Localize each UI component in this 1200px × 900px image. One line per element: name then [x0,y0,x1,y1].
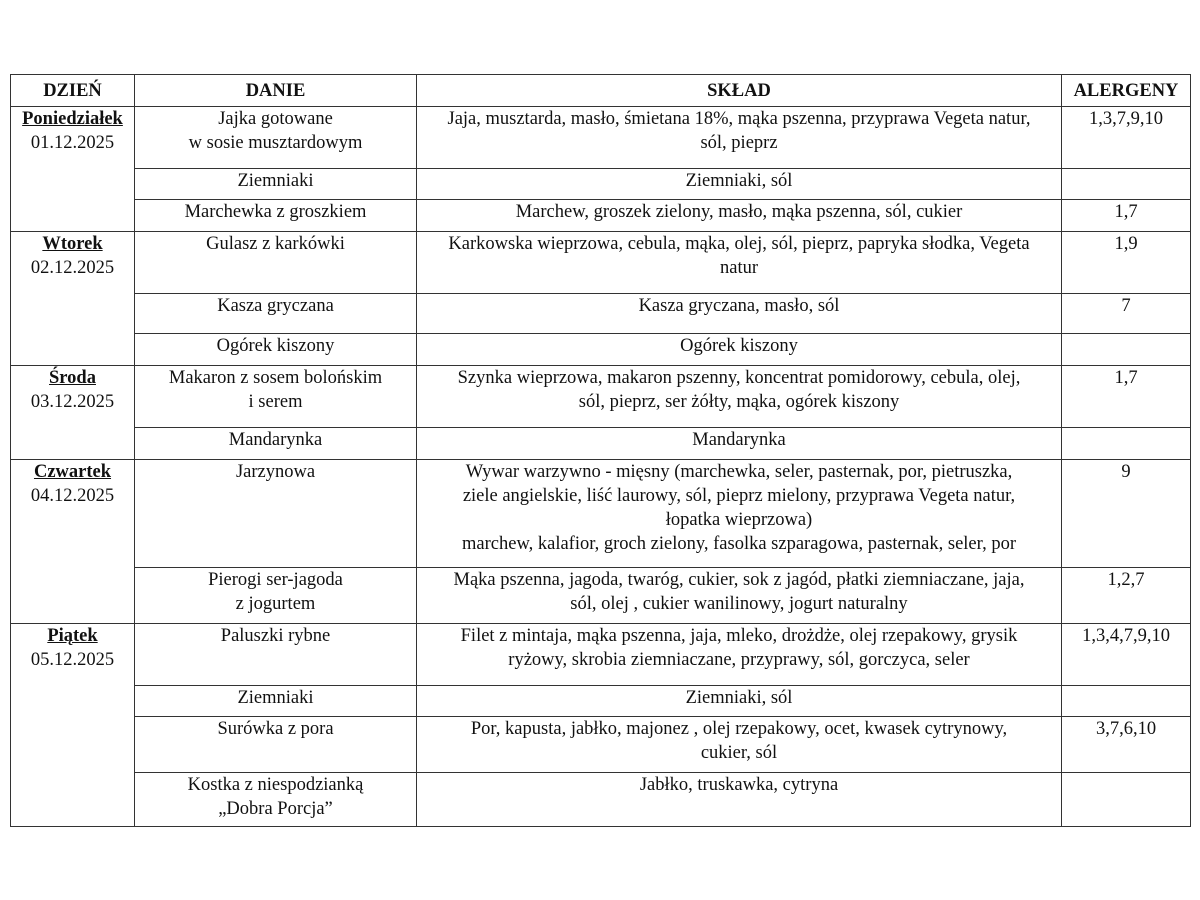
ingredients-cell [417,232,1062,294]
allergens-cell: 1,3,4,7,9,10 [1062,624,1191,686]
dish-name-line: Ziemniaki [237,171,314,191]
header-dish: DANIE [135,75,417,107]
table-row [11,334,1191,366]
ingredients-cell [417,686,1062,717]
ingredients-line: Mąka pszenna, jagoda, twaróg, cukier, sok z jagód, płatki ziemniaczane, jaja, [453,570,1025,590]
ingredients-cell [417,334,1062,366]
ingredients-line: Ziemniaki, sól [685,171,793,191]
ingredients-line: Jaja, musztarda, masło, śmietana 18%, mąka pszenna, przyprawa Vegeta natur, [447,109,1031,129]
allergens-cell: 1,2,7 [1062,568,1191,624]
dish-cell [135,568,417,624]
allergens-cell: 3,7,6,10 [1062,717,1191,773]
table-row [11,568,1191,624]
ingredients-line: sól, pieprz [700,133,778,153]
dish-name-line: Gulasz z karkówki [206,234,345,254]
dish-cell [135,294,417,334]
table-row [11,366,1191,428]
ingredients-cell [417,624,1062,686]
dish-name-line: Pierogi ser-jagoda [208,570,343,590]
ingredients-line: marchew, kalafior, groch zielony, fasolka szparagowa, pasternak, seler, por [462,534,1016,554]
ingredients-line: Szynka wieprzowa, makaron pszenny, koncentrat pomidorowy, cebula, olej, [457,368,1021,388]
ingredients-line: łopatka wieprzowa) [665,510,813,530]
dish-name-line: Kostka z niespodzianką [187,775,364,795]
day-date: 01.12.2025 [30,133,115,153]
day-date: 03.12.2025 [30,392,115,412]
table-row [11,169,1191,200]
dish-cell [135,624,417,686]
header-day: DZIEŃ [11,75,135,107]
ingredients-line: cukier, sól [700,743,778,763]
dish-name-line: Mandarynka [228,430,323,450]
table-row [11,428,1191,460]
ingredients-line: Ogórek kiszony [680,336,798,356]
menu-table [10,74,1191,827]
ingredients-cell [417,169,1062,200]
day-date: 04.12.2025 [30,486,115,506]
ingredients-line: Marchew, groszek zielony, masło, mąka pszenna, sól, cukier [515,202,963,222]
table-row [11,200,1191,232]
allergens-cell: 1,3,7,9,10 [1062,107,1191,169]
allergens-cell: 9 [1062,460,1191,568]
ingredients-line: Jabłko, truskawka, cytryna [639,775,839,795]
ingredients-cell [417,460,1062,568]
dish-name-line: Ogórek kiszony [216,336,335,356]
menu-body [11,107,1191,827]
day-cell [11,624,135,827]
dish-cell [135,366,417,428]
ingredients-line: Mandarynka [692,430,786,450]
ingredients-line: ryżowy, skrobia ziemniaczane, przyprawy, sól, gorczyca, seler [508,650,970,670]
day-name: Środa [49,368,96,388]
dish-name-line: Ziemniaki [237,688,314,708]
dish-cell [135,686,417,717]
dish-name-line: Marchewka z groszkiem [184,202,367,222]
ingredients-line: Wywar warzywno - mięsny (marchewka, seler, pasternak, por, pietruszka, [465,462,1013,482]
dish-cell [135,334,417,366]
dish-name-line: w sosie musztardowym [188,133,363,153]
table-row [11,294,1191,334]
ingredients-line: Filet z mintaja, mąka pszenna, jaja, mleko, drożdże, olej rzepakowy, grysik [460,626,1018,646]
table-row [11,717,1191,773]
header-row [11,75,1191,107]
table-row [11,460,1191,568]
dish-cell [135,107,417,169]
dish-name-line: z jogurtem [235,594,316,614]
ingredients-cell [417,773,1062,827]
ingredients-cell [417,717,1062,773]
dish-name-line: „Dobra Porcja” [218,799,333,819]
ingredients-cell [417,568,1062,624]
dish-cell [135,717,417,773]
allergens-cell: 7 [1062,294,1191,334]
ingredients-cell [417,428,1062,460]
ingredients-cell [417,107,1062,169]
dish-name-line: Makaron z sosem bolońskim [168,368,383,388]
allergens-cell: 1,7 [1062,366,1191,428]
ingredients-line: Karkowska wieprzowa, cebula, mąka, olej, sól, pieprz, papryka słodka, Vegeta [448,234,1030,254]
ingredients-cell [417,294,1062,334]
ingredients-line: sól, pieprz, ser żółty, mąka, ogórek kiszony [578,392,900,412]
allergens-cell [1062,686,1191,717]
allergens-cell: 1,7 [1062,200,1191,232]
day-name: Piątek [47,626,98,646]
ingredients-cell [417,200,1062,232]
table-row [11,624,1191,686]
day-date: 05.12.2025 [30,650,115,670]
day-name: Wtorek [42,234,103,254]
ingredients-line: Por, kapusta, jabłko, majonez , olej rzepakowy, ocet, kwasek cytrynowy, [470,719,1008,739]
table-row [11,232,1191,294]
ingredients-line: Kasza gryczana, masło, sól [638,296,840,316]
table-row [11,773,1191,827]
dish-cell [135,232,417,294]
day-cell [11,107,135,232]
allergens-cell [1062,334,1191,366]
ingredients-line: Ziemniaki, sól [685,688,793,708]
day-cell [11,232,135,366]
dish-name-line: Kasza gryczana [217,296,334,316]
ingredients-line: natur [719,258,758,278]
header-allergens: ALERGENY [1062,75,1191,107]
allergens-cell: 1,9 [1062,232,1191,294]
dish-name-line: Jajka gotowane [218,109,333,129]
dish-cell [135,773,417,827]
ingredients-line: sól, olej , cukier wanilinowy, jogurt naturalny [570,594,908,614]
dish-cell [135,200,417,232]
allergens-cell [1062,773,1191,827]
day-date: 02.12.2025 [30,258,115,278]
day-name: Poniedziałek [22,109,123,129]
dish-cell [135,428,417,460]
dish-name-line: i serem [248,392,303,412]
ingredients-line: ziele angielskie, liść laurowy, sól, pieprz mielony, przyprawa Vegeta natur, [462,486,1016,506]
day-cell [11,460,135,624]
allergens-cell [1062,428,1191,460]
allergens-cell [1062,169,1191,200]
dish-name-line: Surówka z pora [217,719,334,739]
day-name: Czwartek [33,462,112,482]
dish-cell [135,460,417,568]
dish-name-line: Jarzynowa [235,462,316,482]
header-ingredients: SKŁAD [417,75,1062,107]
table-row [11,686,1191,717]
dish-cell [135,169,417,200]
day-cell [11,366,135,460]
ingredients-cell [417,366,1062,428]
table-row [11,107,1191,169]
dish-name-line: Paluszki rybne [220,626,331,646]
